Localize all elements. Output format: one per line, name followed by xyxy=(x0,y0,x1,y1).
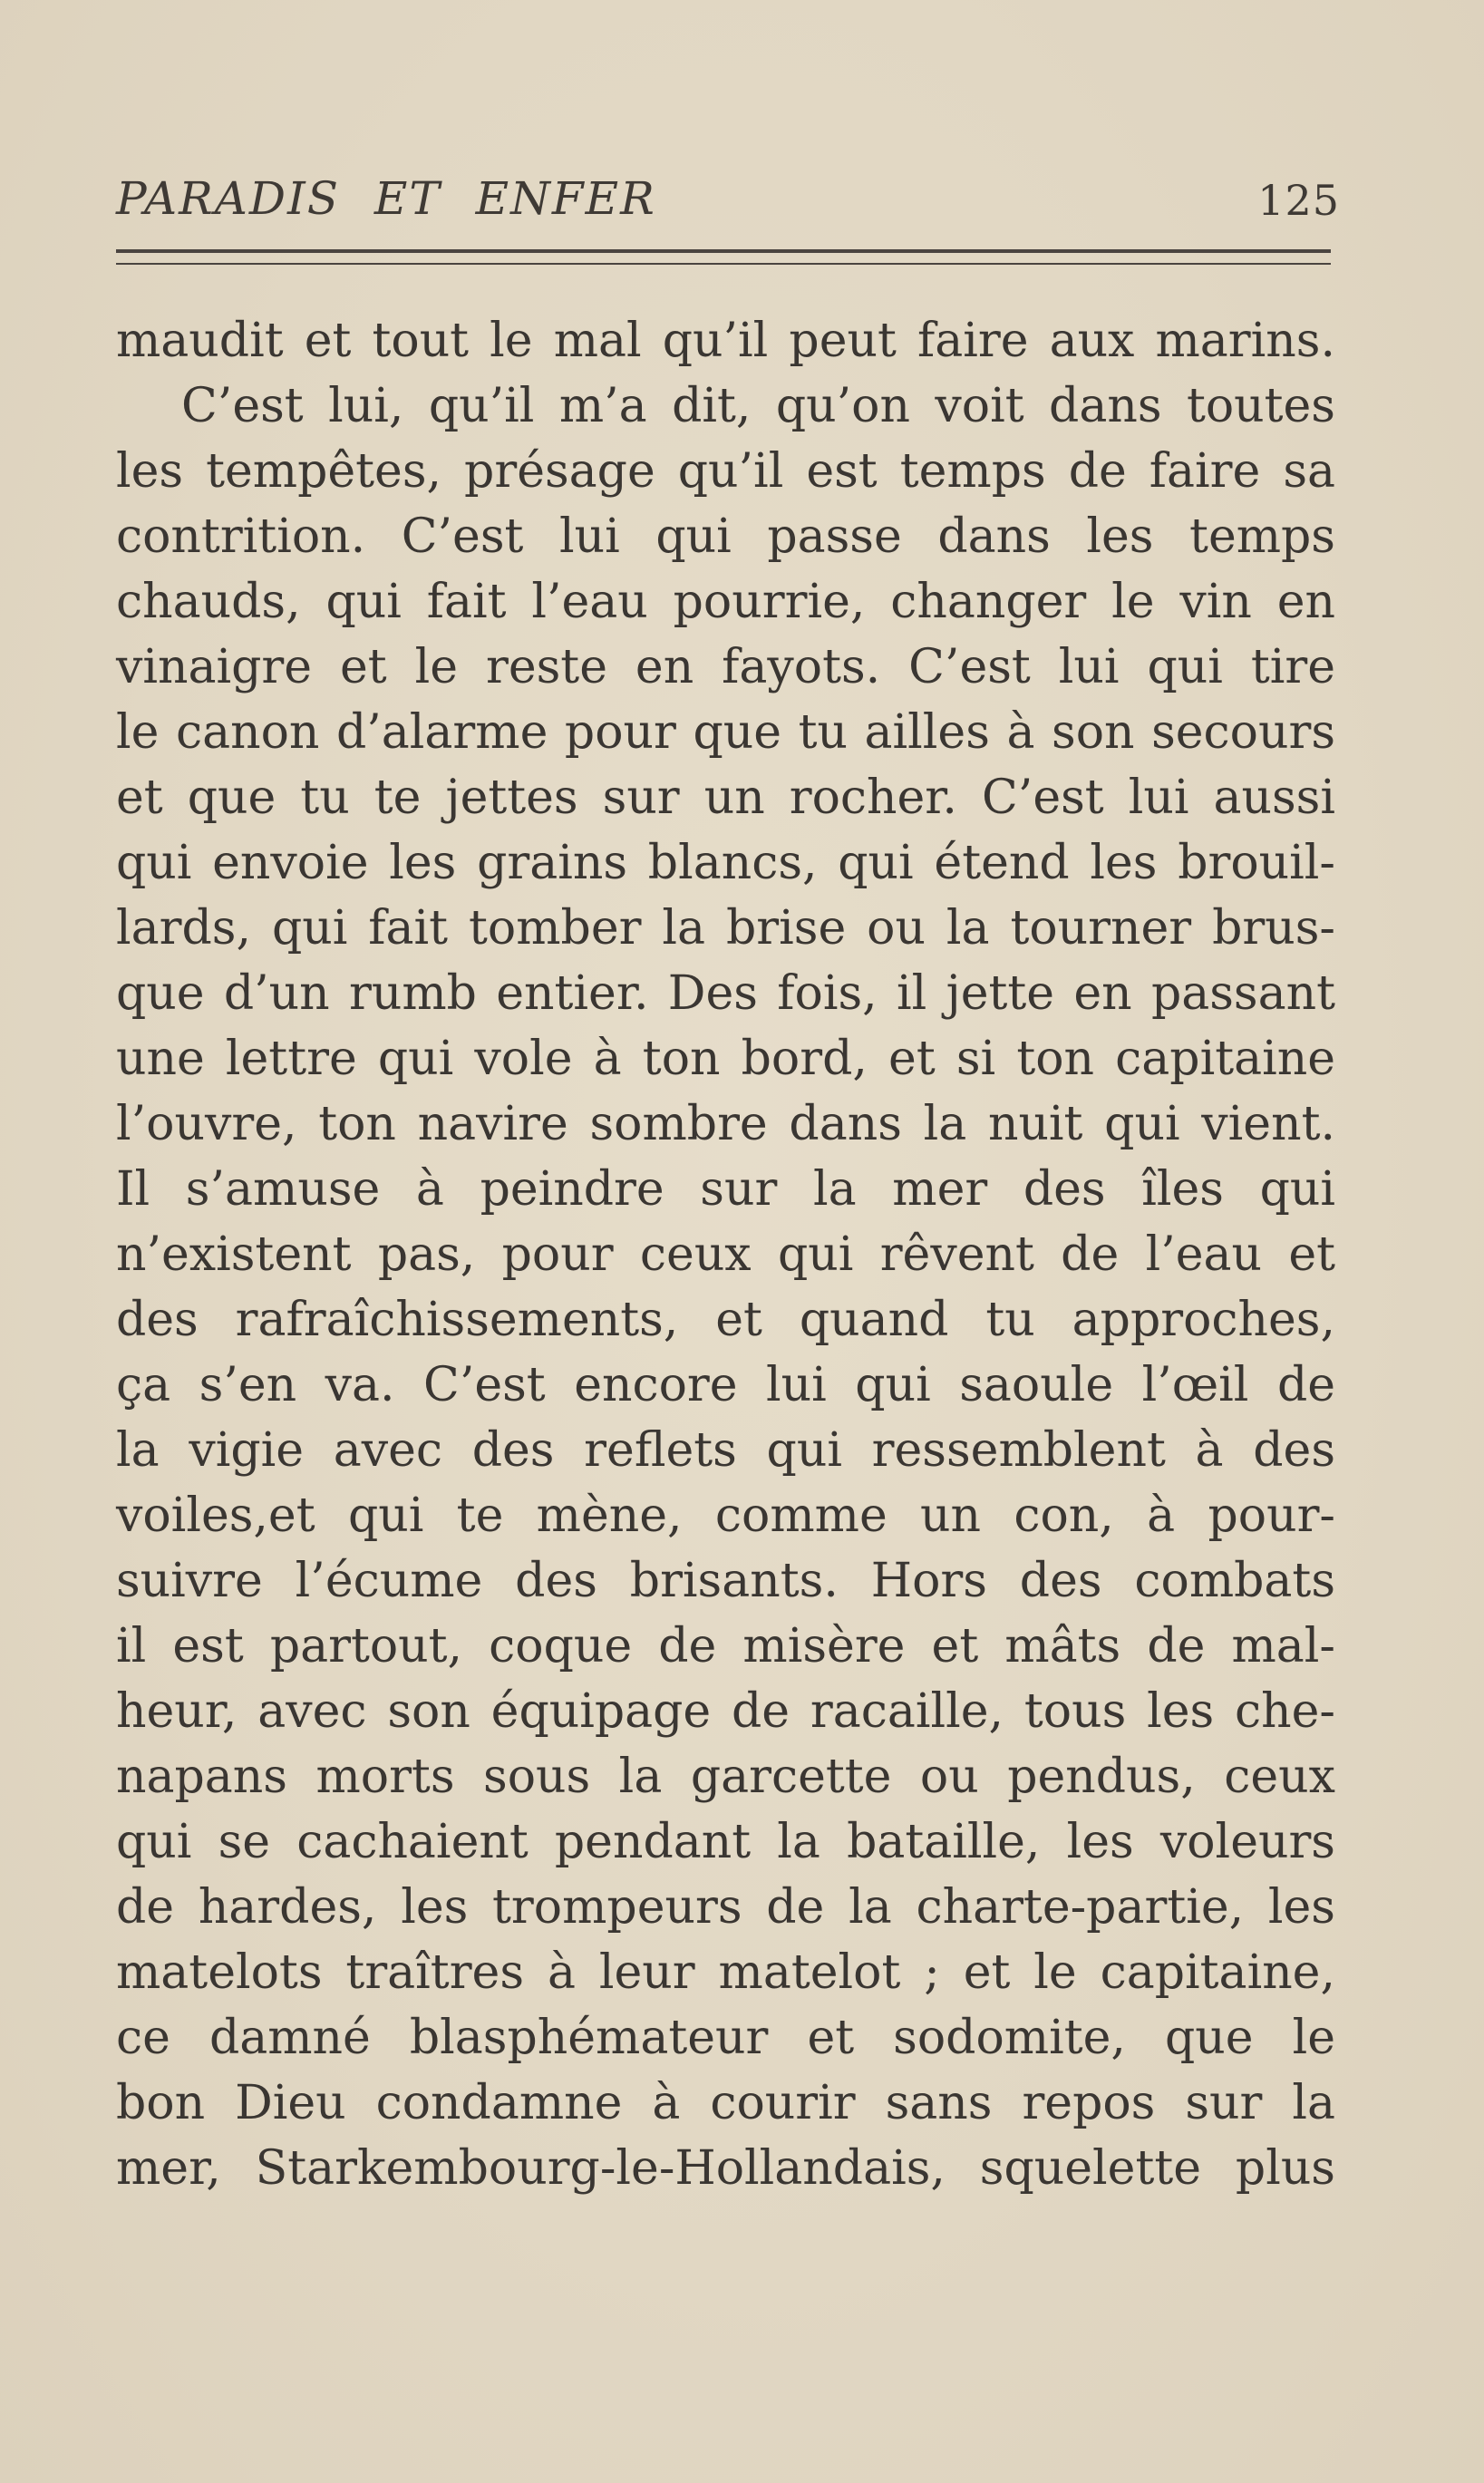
text-line: une lettre qui vole à ton bord, et si ton capitaine xyxy=(116,1032,1335,1086)
page-header xyxy=(116,172,1340,236)
text-line: de hardes, les trompeurs de la charte-partie, les xyxy=(116,1880,1335,1935)
text-line: les tempêtes, présage qu’il est temps de faire sa xyxy=(116,444,1335,499)
header-rule-thin xyxy=(116,263,1331,265)
text-line: bon Dieu condamne à courir sans repos sur la xyxy=(116,2076,1335,2130)
text-line: le canon d’alarme pour que tu ailles à son secours xyxy=(116,705,1335,760)
text-line: suivre l’écume des brisants. Hors des combats xyxy=(116,1554,1335,1608)
text-line: mer, Starkembourg-le-Hollandais, squelette plus xyxy=(116,2141,1335,2196)
text-line: contrition. C’est lui qui passe dans les temps xyxy=(116,509,1335,564)
page-number: 125 xyxy=(1257,176,1340,225)
text-line: heur, avec son équipage de racaille, tous les che- xyxy=(116,1684,1335,1739)
body-text xyxy=(116,308,1335,2201)
text-line: l’ouvre, ton navire sombre dans la nuit qui vient. xyxy=(116,1097,1335,1151)
text-line: qui envoie les grains blancs, qui étend les brouil- xyxy=(116,836,1335,890)
text-line: vinaigre et le reste en fayots. C’est lui qui tire xyxy=(116,640,1335,694)
text-line: que d’un rumb entier. Des fois, il jette en passant xyxy=(116,966,1335,1021)
text-line: C’est lui, qu’il m’a dit, qu’on voit dans toutes xyxy=(181,379,1335,433)
text-line: ça s’en va. C’est encore lui qui saoule l’œil de xyxy=(116,1358,1335,1412)
text-line: ce damné blasphémateur et sodomite, que le xyxy=(116,2011,1335,2065)
text-line: lards, qui fait tomber la brise ou la tourner brus- xyxy=(116,901,1335,955)
text-line: napans morts sous la garcette ou pendus, ceux xyxy=(116,1750,1335,1804)
text-line: chauds, qui fait l’eau pourrie, changer le vin en xyxy=(116,575,1335,629)
header-rule-thick xyxy=(116,249,1331,253)
text-line: voiles,et qui te mène, comme un con, à pour- xyxy=(116,1489,1335,1543)
text-line: la vigie avec des reflets qui ressemblent à des xyxy=(116,1423,1335,1478)
text-line: et que tu te jettes sur un rocher. C’est lui aussi xyxy=(116,771,1335,825)
text-line: des rafraîchissements, et quand tu approches, xyxy=(116,1293,1335,1347)
running-title: PARADIS ET ENFER xyxy=(116,172,656,225)
text-line: il est partout, coque de misère et mâts de mal- xyxy=(116,1619,1335,1673)
text-line: matelots traîtres à leur matelot ; et le capitaine, xyxy=(116,1945,1335,2000)
text-line: maudit et tout le mal qu’il peut faire aux marins. xyxy=(116,314,1335,368)
text-line: qui se cachaient pendant la bataille, les voleurs xyxy=(116,1815,1335,1869)
text-line: n’existent pas, pour ceux qui rêvent de l’eau et xyxy=(116,1227,1335,1282)
text-line: Il s’amuse à peindre sur la mer des îles qui xyxy=(116,1162,1335,1217)
